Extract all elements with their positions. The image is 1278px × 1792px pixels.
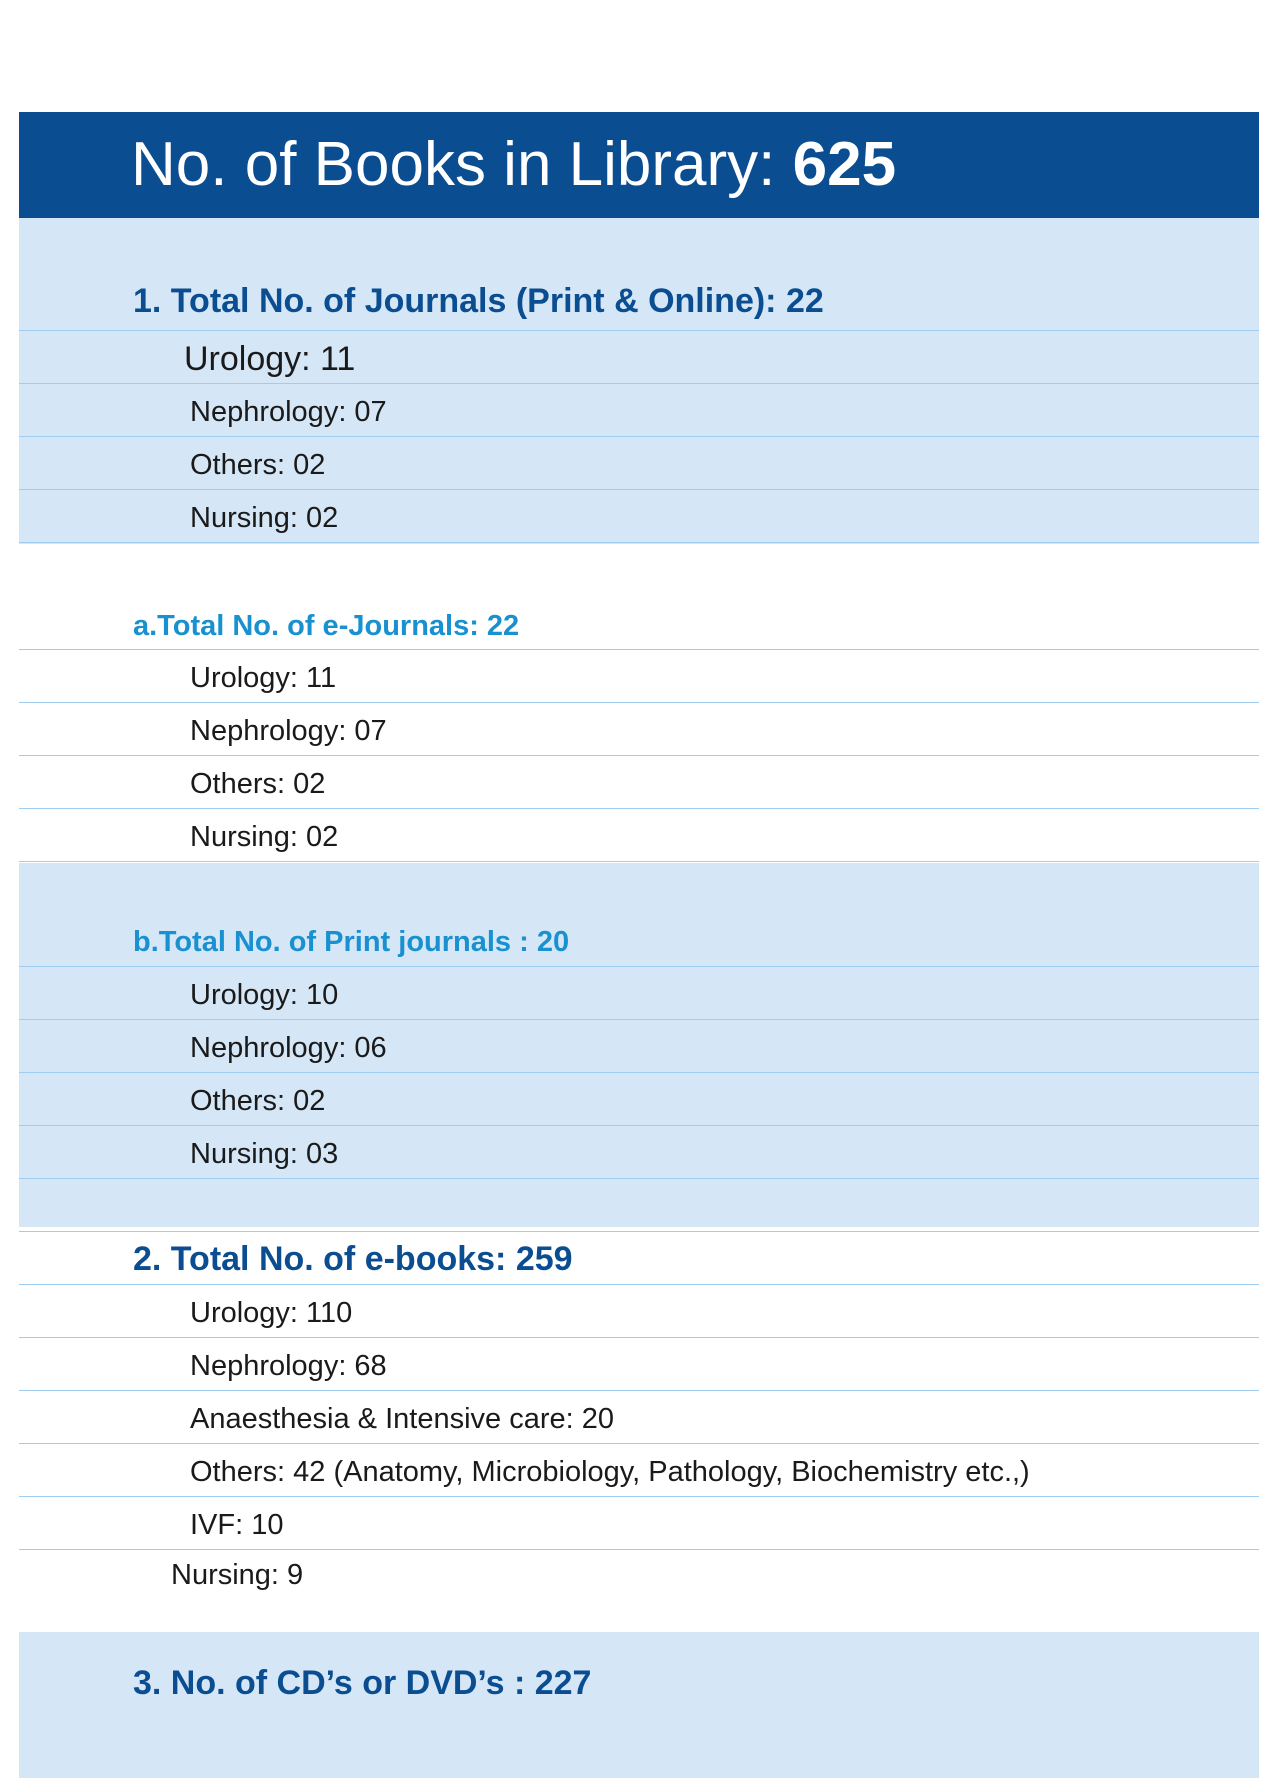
list-item: Urology: 10 xyxy=(19,968,1259,1020)
print-journals-title: b.Total No. of Print journals : 20 xyxy=(133,926,570,958)
journals-title-divider xyxy=(19,279,1259,331)
list-item: Others: 02 xyxy=(19,438,1259,490)
ebooks-title-divider xyxy=(19,1233,1259,1285)
list-item: IVF: 10 xyxy=(19,1498,1259,1550)
cds-section xyxy=(19,1632,1259,1778)
header-banner xyxy=(19,112,1259,218)
print-journals-title-divider xyxy=(19,915,1259,967)
list-item: Nephrology: 07 xyxy=(19,385,1259,437)
list-item: Others: 02 xyxy=(19,1074,1259,1126)
list-item: Nephrology: 06 xyxy=(19,1021,1259,1073)
journals-title: 1. Total No. of Journals (Print & Online): 22 xyxy=(133,282,824,320)
cds-title: 3. No. of CD’s or DVD’s : 227 xyxy=(133,1664,592,1702)
books-label: No. of Books in Library: xyxy=(131,130,776,199)
list-item: Urology: 110 xyxy=(19,1286,1259,1338)
page-title xyxy=(131,130,897,199)
list-item: Nursing: 03 xyxy=(19,1127,1259,1179)
ebooks-title: 2. Total No. of e-books: 259 xyxy=(133,1240,573,1278)
ejournals-title: a.Total No. of e-Journals: 22 xyxy=(133,610,520,642)
list-item: Nephrology: 07 xyxy=(19,704,1259,756)
section-divider xyxy=(19,1180,1259,1232)
list-item: Nursing: 02 xyxy=(19,491,1259,543)
list-item: Urology: 11 xyxy=(19,332,1259,384)
list-item: Nursing: 9 xyxy=(171,1559,304,1591)
books-count: 625 xyxy=(792,130,897,199)
list-item: Others: 02 xyxy=(19,757,1259,809)
list-item: Nephrology: 68 xyxy=(19,1339,1259,1391)
list-item: Urology: 11 xyxy=(19,651,1259,703)
list-item: Others: 42 (Anatomy, Microbiology, Pathology, Biochemistry etc.,) xyxy=(19,1445,1259,1497)
ejournals-title-divider xyxy=(19,598,1259,650)
list-item: Nursing: 02 xyxy=(19,810,1259,862)
list-item: Anaesthesia & Intensive care: 20 xyxy=(19,1392,1259,1444)
